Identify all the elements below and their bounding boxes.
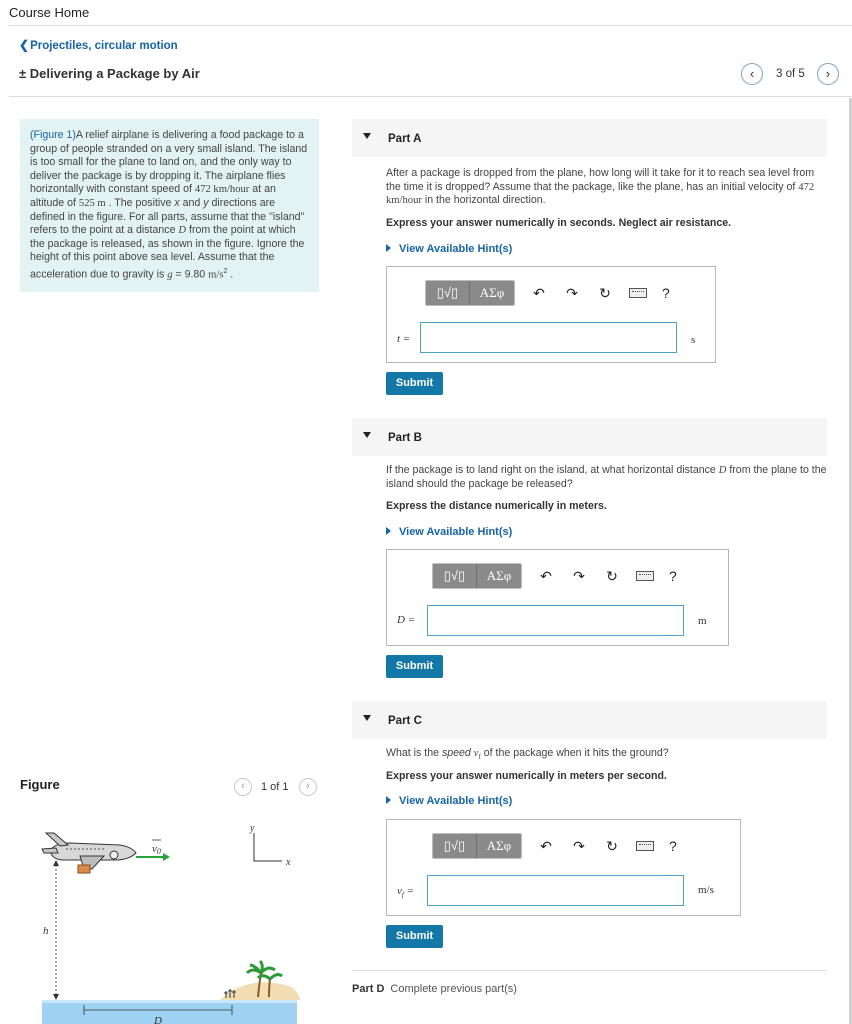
question-vf: v bbox=[473, 748, 479, 759]
label-y: y bbox=[250, 823, 255, 834]
page-title: ± Delivering a Package by Air bbox=[19, 66, 200, 81]
answer-unit: s bbox=[691, 334, 696, 346]
item-pager: 3 of 5 bbox=[776, 68, 805, 80]
prev-item-button[interactable] bbox=[741, 63, 763, 85]
answer-variable: t = bbox=[397, 333, 411, 345]
title-divider bbox=[9, 96, 852, 97]
question-text: from the plane to the island should the package be released? bbox=[386, 464, 827, 490]
redo-icon[interactable]: ↷ bbox=[566, 285, 578, 301]
math-button-group bbox=[425, 280, 515, 306]
question-text: of the package when it hits the ground? bbox=[480, 747, 669, 759]
intro-text: from the point at which the package is released, as shown in the figure. Ignore the height of this point above sea level. Assume that the acceleration due to gravity is bbox=[30, 224, 305, 281]
greek-symbols-button[interactable]: ΑΣφ bbox=[470, 281, 514, 305]
figure-prev-button[interactable] bbox=[234, 778, 252, 796]
intro-text: directions are defined in the figure. For all parts, assume that the "island" refers to the point at a distance bbox=[30, 196, 305, 237]
part-d-label: Part D bbox=[352, 983, 385, 995]
reset-icon[interactable]: ↻ bbox=[606, 838, 618, 854]
answer-input[interactable] bbox=[420, 322, 677, 353]
keyboard-icon[interactable] bbox=[636, 841, 654, 851]
hint-label: View Available Hint(s) bbox=[399, 526, 513, 538]
part-a-question bbox=[386, 167, 826, 208]
part-b-hint-link[interactable] bbox=[386, 526, 512, 538]
keyboard-icon[interactable] bbox=[629, 288, 647, 298]
part-b-question bbox=[386, 464, 831, 491]
undo-icon[interactable]: ↶ bbox=[540, 568, 552, 584]
coordinate-axes bbox=[254, 833, 282, 861]
redo-icon[interactable]: ↷ bbox=[573, 568, 585, 584]
hint-label: View Available Hint(s) bbox=[399, 795, 513, 807]
intro-x: x bbox=[174, 196, 180, 209]
help-button[interactable]: ? bbox=[662, 285, 670, 301]
top-divider bbox=[9, 25, 852, 26]
height-arrowhead-top bbox=[53, 860, 59, 866]
math-toolbar bbox=[425, 280, 670, 306]
hint-label: View Available Hint(s) bbox=[399, 243, 513, 255]
answer-unit: m bbox=[698, 615, 707, 627]
part-c-instruction: Express your answer numerically in meters per second. bbox=[386, 770, 667, 782]
chevron-left-icon: ‹ bbox=[749, 66, 755, 81]
part-c-answer-box bbox=[386, 819, 741, 916]
part-b-instruction: Express the distance numerically in meters. bbox=[386, 500, 607, 512]
part-b-header[interactable] bbox=[352, 418, 827, 456]
part-c-header[interactable] bbox=[352, 701, 827, 739]
chevron-left-icon: ‹ bbox=[241, 780, 245, 792]
people-icon bbox=[224, 989, 236, 998]
submit-button[interactable]: Submit bbox=[386, 925, 443, 948]
greek-symbols-button[interactable]: ΑΣφ bbox=[477, 834, 521, 858]
part-c-question bbox=[386, 747, 826, 765]
part-d-divider bbox=[352, 970, 827, 971]
math-toolbar bbox=[432, 833, 677, 859]
question-d: D bbox=[718, 465, 727, 476]
label-v0-main: v bbox=[152, 843, 157, 855]
collapse-triangle-icon bbox=[363, 715, 371, 721]
figure-heading: Figure bbox=[20, 777, 60, 792]
label-v0-sub: 0 bbox=[156, 847, 161, 856]
math-button-group bbox=[432, 563, 522, 589]
question-speed: 472 km/hour bbox=[386, 181, 815, 207]
collapse-triangle-icon bbox=[363, 432, 371, 438]
part-d-row bbox=[352, 983, 517, 995]
breadcrumb[interactable] bbox=[19, 38, 178, 52]
answer-variable: D = bbox=[397, 614, 416, 626]
intro-text: and bbox=[179, 196, 204, 209]
help-button[interactable]: ? bbox=[669, 838, 677, 854]
submit-button[interactable]: Submit bbox=[386, 372, 443, 395]
templates-button[interactable]: ▯√▯ bbox=[433, 834, 477, 858]
templates-button[interactable]: ▯√▯ bbox=[426, 281, 470, 305]
chevron-right-icon: › bbox=[825, 66, 831, 81]
expand-triangle-icon bbox=[386, 796, 391, 804]
label-d: D bbox=[154, 1015, 162, 1024]
answer-input[interactable] bbox=[427, 605, 684, 636]
package-icon bbox=[78, 865, 90, 873]
sea bbox=[42, 1000, 297, 1024]
chevron-left-icon: ❮ bbox=[19, 38, 30, 52]
part-a-header[interactable] bbox=[352, 119, 827, 157]
intro-g-unit: m/s bbox=[208, 269, 224, 281]
expand-triangle-icon bbox=[386, 527, 391, 535]
part-b-answer-box bbox=[386, 549, 729, 646]
sea-surface bbox=[42, 1000, 297, 1003]
course-home-link[interactable]: Course Home bbox=[9, 5, 90, 20]
math-button-group bbox=[432, 833, 522, 859]
keyboard-icon[interactable] bbox=[636, 571, 654, 581]
velocity-arrowhead bbox=[163, 853, 170, 861]
question-text: in the horizontal direction. bbox=[421, 194, 546, 207]
label-x: x bbox=[286, 857, 291, 868]
question-text: What is the bbox=[386, 747, 442, 759]
intro-text: . bbox=[227, 268, 234, 281]
help-button[interactable]: ? bbox=[669, 568, 677, 584]
math-toolbar bbox=[432, 563, 677, 589]
part-c-label: Part C bbox=[388, 715, 422, 727]
label-v0 bbox=[152, 843, 161, 856]
intro-y: y bbox=[203, 196, 209, 209]
part-c-hint-link[interactable] bbox=[386, 795, 512, 807]
part-b-label: Part B bbox=[388, 432, 422, 444]
next-item-button[interactable] bbox=[817, 63, 839, 85]
answer-variable bbox=[397, 885, 414, 899]
intro-d: D bbox=[178, 225, 187, 237]
part-a-label: Part A bbox=[388, 133, 422, 145]
intro-text: at an altitude of bbox=[30, 183, 276, 209]
answer-unit: m/s bbox=[698, 884, 714, 896]
question-vf-sub: f bbox=[478, 753, 481, 762]
var-main: v bbox=[397, 885, 402, 897]
reset-icon[interactable]: ↻ bbox=[599, 285, 611, 301]
label-h: h bbox=[43, 925, 49, 937]
question-text: If the package is to land right on the island, at what horizontal distance bbox=[386, 464, 719, 476]
var-sub: f bbox=[401, 891, 404, 900]
intro-speed: 472 km/hour bbox=[194, 184, 250, 196]
undo-icon[interactable]: ↶ bbox=[533, 285, 545, 301]
part-a-hint-link[interactable] bbox=[386, 243, 512, 255]
figure-pager: 1 of 1 bbox=[261, 781, 289, 793]
collapse-triangle-icon bbox=[363, 133, 371, 139]
greek-symbols-button[interactable]: ΑΣφ bbox=[477, 564, 521, 588]
height-arrowhead-bottom bbox=[53, 994, 59, 1000]
reset-icon[interactable]: ↻ bbox=[606, 568, 618, 584]
problem-intro bbox=[20, 119, 319, 292]
intro-altitude: 525 m bbox=[78, 197, 106, 209]
intro-g-exp: 2 bbox=[223, 267, 228, 275]
figure-image bbox=[20, 815, 310, 1024]
intro-g: g bbox=[167, 269, 173, 281]
intro-g-value: = 9.80 bbox=[172, 268, 209, 281]
intro-text: . The positive bbox=[105, 196, 175, 209]
var-eq: = bbox=[403, 885, 415, 897]
chevron-right-icon: › bbox=[306, 780, 310, 792]
undo-icon[interactable]: ↶ bbox=[540, 838, 552, 854]
part-a-answer-box bbox=[386, 266, 716, 363]
question-speed-word: speed bbox=[441, 747, 471, 759]
breadcrumb-label: Projectiles, circular motion bbox=[30, 40, 178, 52]
part-d-status: Complete previous part(s) bbox=[390, 983, 517, 995]
submit-button[interactable]: Submit bbox=[386, 655, 443, 678]
intro-text: A relief airplane is delivering a food package to a group of people stranded on a very small island. The island is too small for the plane to land on, and the only way to deliver the package is by dropping it. The airplane flies horizontally with constant speed of bbox=[30, 129, 308, 196]
expand-triangle-icon bbox=[386, 244, 391, 252]
figure-link[interactable]: (Figure 1) bbox=[30, 129, 76, 141]
part-a-instruction: Express your answer numerically in seconds. Neglect air resistance. bbox=[386, 217, 732, 229]
question-text: After a package is dropped from the plane, how long will it take for it to reach sea level from the time it is dropped? Assume that the package, like the plane, has an initial velocity of bbox=[386, 167, 815, 193]
answer-input[interactable] bbox=[427, 875, 684, 906]
redo-icon[interactable]: ↷ bbox=[573, 838, 585, 854]
templates-button[interactable]: ▯√▯ bbox=[433, 564, 477, 588]
figure-next-button[interactable] bbox=[299, 778, 317, 796]
